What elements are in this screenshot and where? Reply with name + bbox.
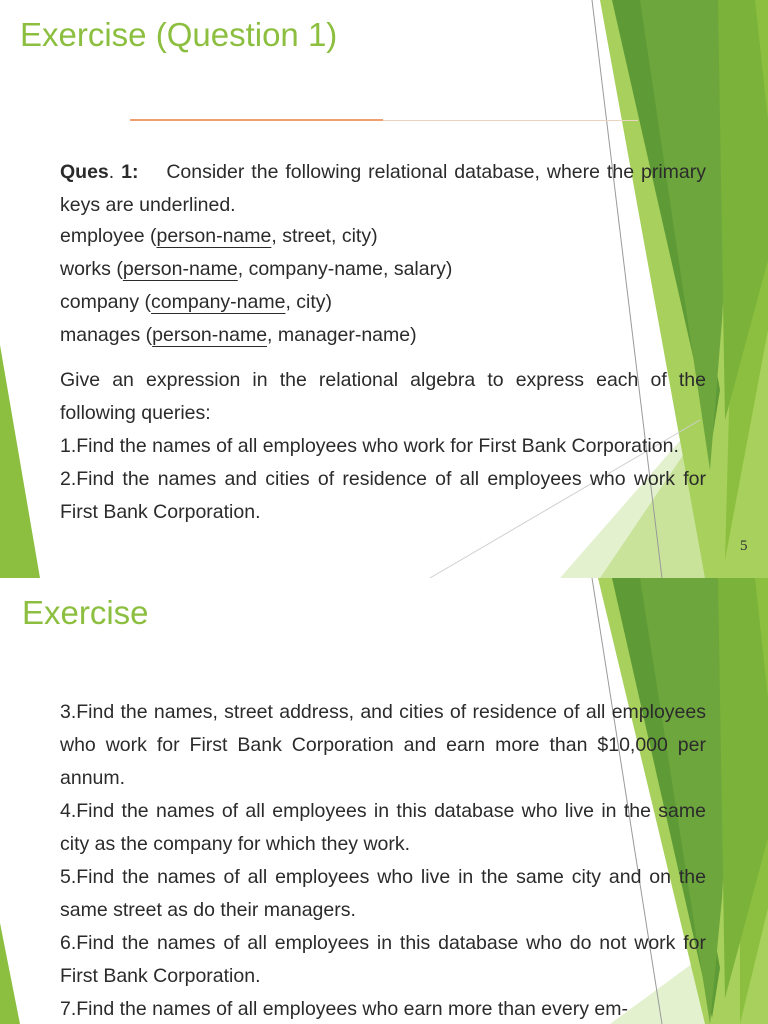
primary-key: person-name (122, 258, 238, 280)
slide-title: Exercise (Question 1) (20, 16, 338, 53)
task-text: Give an expression in the relational algebra to express each of the following queries: (60, 369, 706, 424)
question-label-dot: . (108, 161, 115, 183)
relation-attributes: , city) (285, 291, 333, 313)
primary-key: company-name (151, 291, 286, 313)
question-number: 1: (121, 161, 139, 183)
schema-row (60, 319, 706, 352)
slide-body (60, 696, 706, 1024)
query-5: 5.Find the names of all employees who live in the same city and on the same street as do their managers. (60, 866, 706, 921)
relation-attributes: , manager-name) (267, 324, 417, 346)
relation-attributes: , company-name, salary) (237, 258, 453, 280)
relation-attributes: , street, city) (271, 225, 378, 247)
schema-row (60, 286, 706, 319)
question-intro (60, 156, 706, 222)
title-rule (130, 119, 383, 121)
schema-row (60, 253, 706, 286)
query-1: 1.Find the names of all employees who work for First Bank Corporation. (60, 435, 679, 457)
relation-name: works ( (60, 258, 123, 280)
title-rule-faint (383, 120, 638, 121)
slide-2 (0, 578, 768, 1024)
query-3: 3.Find the names, street address, and cities of residence of all employees who work for First Bank Corporation and earn more than $10,000 per annum. (60, 701, 706, 789)
question-label: Ques (60, 161, 109, 183)
page-number: 5 (740, 538, 748, 554)
query-2: 2.Find the names and cities of residence of all employees who work for First Bank Corporation. (60, 468, 706, 523)
relation-name: manages ( (60, 324, 153, 346)
slide-title: Exercise (22, 594, 149, 631)
schema-row (60, 220, 706, 253)
primary-key: person-name (152, 324, 268, 346)
query-4: 4.Find the names of all employees in this database who live in the same city as the company for which they work. (60, 800, 706, 855)
query-7: 7.Find the names of all employees who earn more than every em- (60, 998, 628, 1020)
relation-name: employee ( (60, 225, 157, 247)
schema-list (60, 220, 706, 352)
relation-name: company ( (60, 291, 152, 313)
primary-key: person-name (156, 225, 272, 247)
slide-body (60, 156, 706, 529)
query-6: 6.Find the names of all employees in this database who do not work for First Bank Corporation. (60, 932, 706, 987)
question-intro-text: Consider the following relational database, where the primary keys are underlined. (60, 161, 706, 216)
